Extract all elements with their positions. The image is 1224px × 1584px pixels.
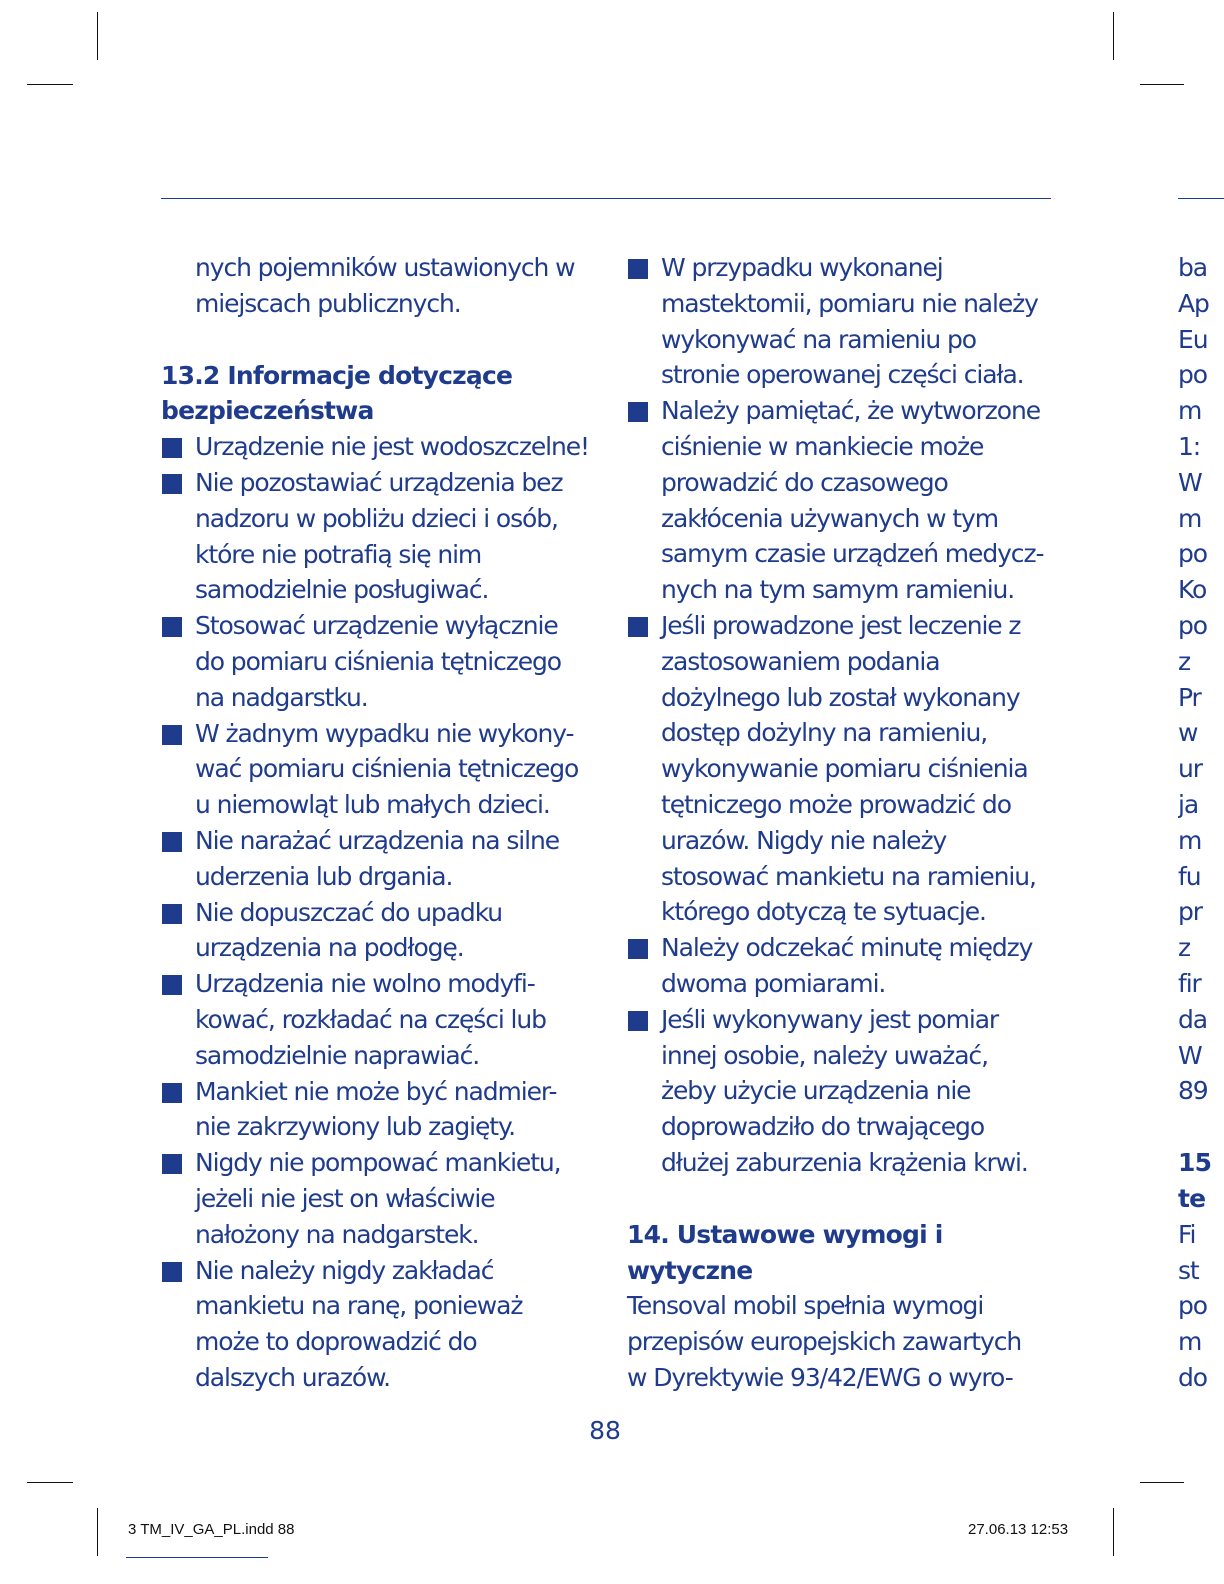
text-line: z [1178,933,1191,963]
text-line: u niemowląt lub małych dzieci. [195,790,550,820]
bullet-item [161,1145,601,1252]
text-line: jeżeli nie jest on właściwie [195,1183,495,1213]
text-line: w Dyrektywie 93/42/EWG o wyro- [627,1362,1013,1392]
bullet-item [161,465,601,608]
bullet-item [161,895,601,967]
text-line: zakłócenia używanych w tym [661,503,998,533]
text-line: Stosować urządzenie wyłącznie [195,611,558,641]
bullet-square-icon [628,939,648,959]
text-line: Urządzenie nie jest wodoszczelne! [195,432,589,462]
heading-line: wytyczne [627,1255,753,1285]
intro-paragraph [161,250,601,322]
text-line: do [1178,1362,1207,1392]
column-left [161,250,601,1396]
crop-mark [97,1508,98,1556]
text-line: Ko [1178,575,1207,605]
bullet-item [161,1253,601,1396]
text-line: Mankiet nie może być nadmier- [195,1076,557,1106]
text-line: fir [1178,968,1201,998]
bullet-square-icon [162,438,182,458]
bullet-square-icon [162,725,182,745]
bullet-square-icon [628,259,648,279]
heading-line: 15 [1178,1148,1212,1178]
text-line: nych pojemników ustawionych w [195,253,575,282]
bullet-square-icon [162,1083,182,1103]
text-line: może to doprowadzić do [195,1327,477,1357]
text-line: wykonywać na ramieniu po [661,324,976,354]
text-line: ja [1178,789,1199,819]
text-line: dostęp dożylny na ramieniu, [661,718,988,748]
text-line: m [1178,1327,1202,1357]
column-middle [627,250,1067,1396]
text-line: doprowadziło do trwającego [661,1112,985,1142]
column-right-clipped [1178,250,1224,1396]
text-line: dalszych urazów. [195,1362,390,1392]
text-line: żeby użycie urządzenia nie [661,1076,971,1106]
text-line: 89 [1178,1076,1208,1106]
text-line: samodzielnie naprawiać. [195,1040,480,1070]
clipped-paragraph [1178,1217,1224,1396]
text-line: Tensoval mobil spełnia wymogi [627,1291,984,1321]
text-line: samym czasie urządzeń medycz- [661,539,1044,569]
text-line: którego dotyczą te sytuacje. [661,897,986,927]
text-line: W przypadku wykonanej [661,253,943,282]
heading-line: 14. Ustawowe wymogi i [627,1219,943,1249]
page-number: 88 [589,1416,621,1445]
text-line: Należy odczekać minutę między [661,933,1033,963]
text-line: zastosowaniem podania [661,646,940,676]
crop-mark [1113,12,1114,60]
text-line: nałożony na nadgarstek. [195,1219,479,1249]
footer-file-slug: 3 TM_IV_GA_PL.indd 88 [128,1521,295,1538]
heading-line: 13.2 Informacje dotyczące [161,360,513,390]
bullet-square-icon [162,1262,182,1282]
footer-timestamp: 27.06.13 12:53 [968,1521,1069,1538]
bullet-square-icon [162,474,182,494]
crop-mark [1113,1508,1114,1556]
section-heading-15 [1178,1145,1224,1217]
text-line: Fi [1178,1219,1196,1249]
text-line: dwoma pomiarami. [661,968,886,998]
text-line: na nadgarstku. [195,682,368,712]
text-line: nie zakrzywiony lub zagięty. [195,1112,515,1142]
heading-line: te [1178,1183,1206,1213]
text-line: ba [1178,253,1207,282]
text-line: po [1178,610,1207,640]
text-line: tętniczego może prowadzić do [661,789,1011,819]
text-line: W żadnym wypadku nie wykony- [195,718,574,748]
text-line: Nie narażać urządzenia na silne [195,825,560,855]
text-line: W [1178,467,1202,497]
text-line: pr [1178,897,1202,927]
text-line: miejscach publicznych. [195,288,461,318]
text-line: ciśnienie w mankiecie może [661,431,984,461]
text-line: m [1178,503,1202,533]
text-line: Nie pozostawiać urządzenia bez [195,467,563,497]
text-line: mastektomii, pomiaru nie należy [661,288,1038,318]
bullet-item [627,1002,1067,1181]
text-line: w [1178,718,1198,748]
bullet-square-icon [162,832,182,852]
section-14-paragraph [627,1288,1067,1395]
crop-mark [1140,84,1184,85]
text-line: Jeśli wykonywany jest pomiar [661,1004,999,1034]
header-rule [161,198,1051,199]
text-line: nadzoru w pobliżu dzieci i osób, [195,503,558,533]
bullet-item [627,250,1067,393]
bullet-item [161,1074,601,1146]
text-line: W [1178,1040,1202,1070]
text-line: wykonywanie pomiaru ciśnienia [661,754,1028,784]
text-line: urazów. Nigdy nie należy [661,825,947,855]
text-line: kować, rozkładać na części lub [195,1004,546,1034]
section-heading-14 [627,1217,1067,1289]
bullet-square-icon [162,975,182,995]
bullet-square-icon [162,1154,182,1174]
text-line: Ap [1178,288,1209,318]
text-line: po [1178,360,1207,390]
crop-mark [27,1482,73,1483]
crop-mark [1140,1482,1184,1483]
text-line: które nie potrafią się nim [195,539,482,569]
bullet-item [161,966,601,1073]
bullet-item [161,823,601,895]
heading-line: bezpieczeństwa [161,396,374,426]
text-line: uderzenia lub drgania. [195,861,453,891]
text-line: Pr [1178,682,1201,712]
bullet-square-icon [162,617,182,637]
text-line: dożylnego lub został wykonany [661,682,1020,712]
text-line: fu [1178,861,1201,891]
text-line: samodzielnie posługiwać. [195,575,489,605]
bullet-item [627,393,1067,608]
crop-mark [27,84,73,85]
text-line: Nie dopuszczać do upadku [195,897,503,927]
text-line: po [1178,1291,1207,1321]
text-line: przepisów europejskich zawartych [627,1327,1022,1357]
text-line: stosować mankietu na ramieniu, [661,861,1036,891]
text-line: m [1178,396,1202,426]
text-line: mankietu na ranę, ponieważ [195,1291,523,1321]
bullet-square-icon [628,617,648,637]
text-line: Nigdy nie pompować mankietu, [195,1148,561,1178]
text-line: nych na tym samym ramieniu. [661,575,1015,605]
text-line: Należy pamiętać, że wytworzone [661,396,1040,426]
bullet-square-icon [162,904,182,924]
text-line: da [1178,1004,1207,1034]
text-line: Urządzenia nie wolno modyfi- [195,969,535,999]
text-line: prowadzić do czasowego [661,467,948,497]
text-line: do pomiaru ciśnienia tętniczego [195,646,561,676]
bullet-item [627,930,1067,1002]
text-line: Nie należy nigdy zakładać [195,1255,494,1285]
crop-mark [97,12,98,60]
text-line: urządzenia na podłogę. [195,933,464,963]
text-line: m [1178,825,1202,855]
text-line: dłużej zaburzenia krążenia krwi. [661,1147,1028,1177]
text-line: po [1178,539,1207,569]
bullet-item [161,716,601,823]
bullet-item [161,429,601,465]
text-line: Jeśli prowadzone jest leczenie z [661,610,1021,640]
text-line: wać pomiaru ciśnienia tętniczego [195,754,579,784]
text-line: stronie operowanej części ciała. [661,360,1024,390]
text-line: 1: [1178,431,1201,461]
text-line: innej osobie, należy uważać, [661,1040,988,1070]
section-heading-13-2 [161,358,601,430]
clipped-paragraph [1178,250,1224,1109]
text-line: st [1178,1255,1199,1285]
footer-underline [126,1557,268,1558]
text-line: ur [1178,754,1202,784]
bullet-square-icon [628,1011,648,1031]
bullet-item [161,608,601,715]
text-line: Eu [1178,324,1208,354]
bullet-item [627,608,1067,930]
header-rule-next-page [1178,198,1224,199]
text-line: z [1178,646,1191,676]
bullet-square-icon [628,402,648,422]
